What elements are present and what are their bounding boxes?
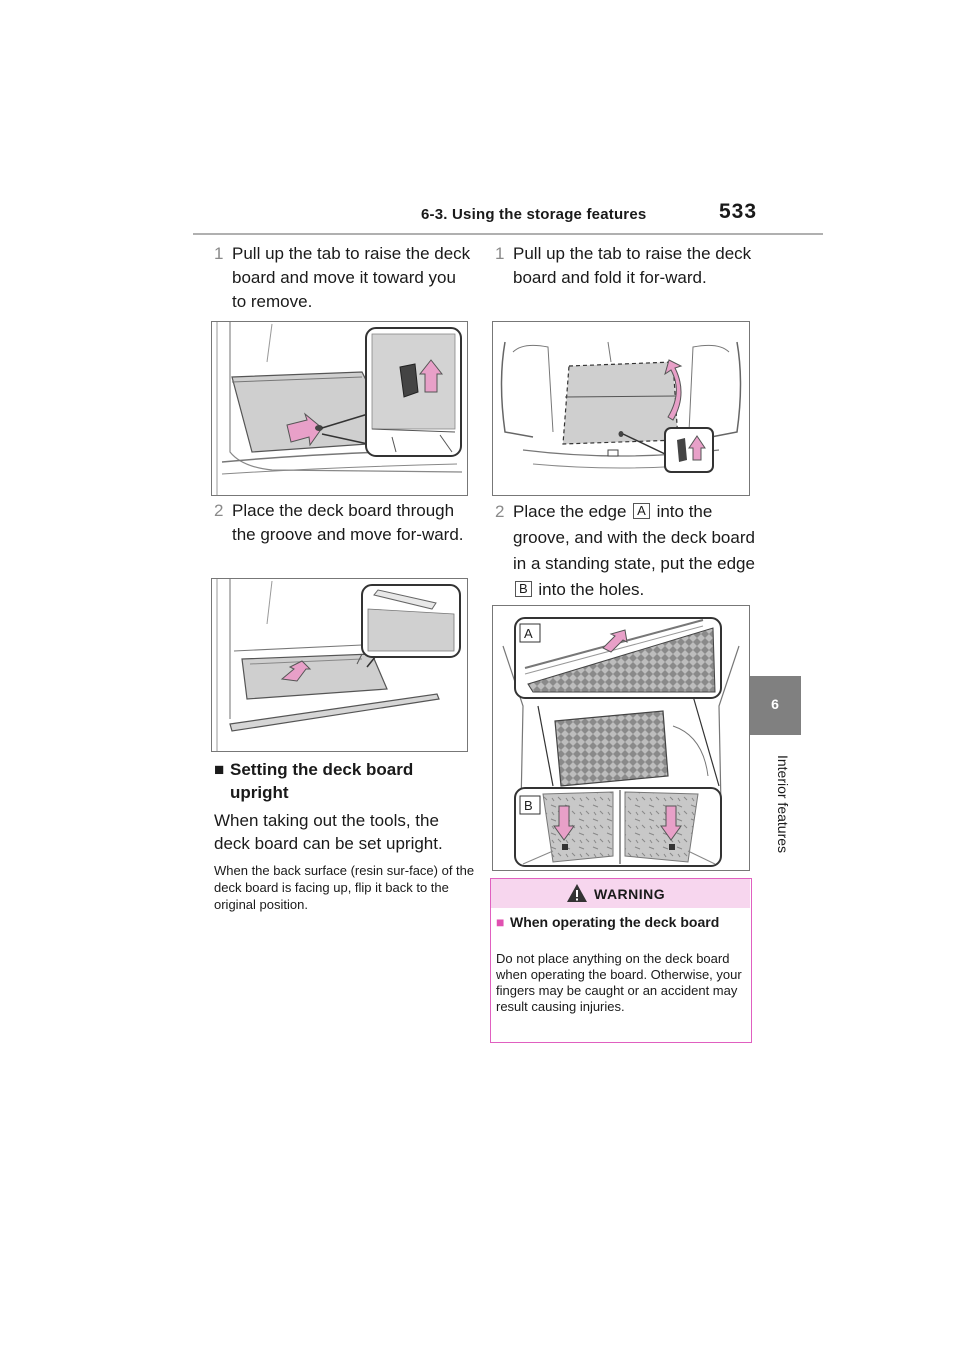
warning-title: WARNING	[594, 886, 666, 902]
warning-subheading	[496, 914, 746, 930]
step-text: Pull up the tab to raise the deck board and fold it for-ward.	[513, 244, 752, 287]
step-text: into the holes.	[538, 580, 645, 599]
step-number: 1	[214, 244, 224, 263]
label-a: A	[633, 503, 650, 519]
chapter-label: Interior features	[775, 754, 791, 854]
figure-label-a: A	[524, 626, 533, 641]
step-text: Place the deck board through the groove and move for-ward.	[232, 501, 464, 544]
section-title: 6-3. Using the storage features	[421, 206, 647, 223]
step-text: Pull up the tab to raise the deck board and move it toward you to remove.	[232, 244, 471, 311]
section-heading	[214, 758, 474, 804]
warning-sub-text: When operating the deck board	[510, 914, 720, 930]
step-number: 2	[495, 502, 505, 521]
warning-body: Do not place anything on the deck board when operating the board. Otherwise, your fingers may be caught or an accident may result causing injuries.	[496, 951, 742, 1014]
label-b: B	[515, 581, 532, 597]
right-step-2	[495, 499, 755, 603]
step-text: into the groove, and with the deck board in a standing state, put the edge	[513, 502, 755, 573]
heading-text: Setting the deck board upright	[230, 760, 414, 802]
figure-label-b: B	[524, 798, 533, 813]
figure-place-deck-board	[211, 578, 468, 752]
step-text: Place the edge	[513, 502, 627, 521]
left-step-1	[214, 242, 474, 314]
figure-fold-deck-board	[492, 321, 750, 496]
step-number: 1	[495, 244, 505, 263]
warning-triangle-icon	[566, 883, 588, 903]
figure-remove-deck-board	[211, 321, 468, 496]
chapter-number: 6	[771, 696, 779, 712]
note-paragraph: When the back surface (resin sur-face) of the deck board is facing up, flip it back to the original position.	[214, 863, 475, 912]
page-number: 533	[719, 200, 758, 223]
body-paragraph: When taking out the tools, the deck board can be set upright.	[214, 811, 443, 853]
left-step-2	[214, 499, 474, 547]
header-rule	[193, 233, 823, 235]
heading-marker: ■	[214, 760, 225, 779]
right-step-1	[495, 242, 755, 290]
warning-sub-marker: ■	[496, 914, 505, 930]
figure-upright-deck-board	[492, 605, 750, 871]
step-number: 2	[214, 501, 224, 520]
